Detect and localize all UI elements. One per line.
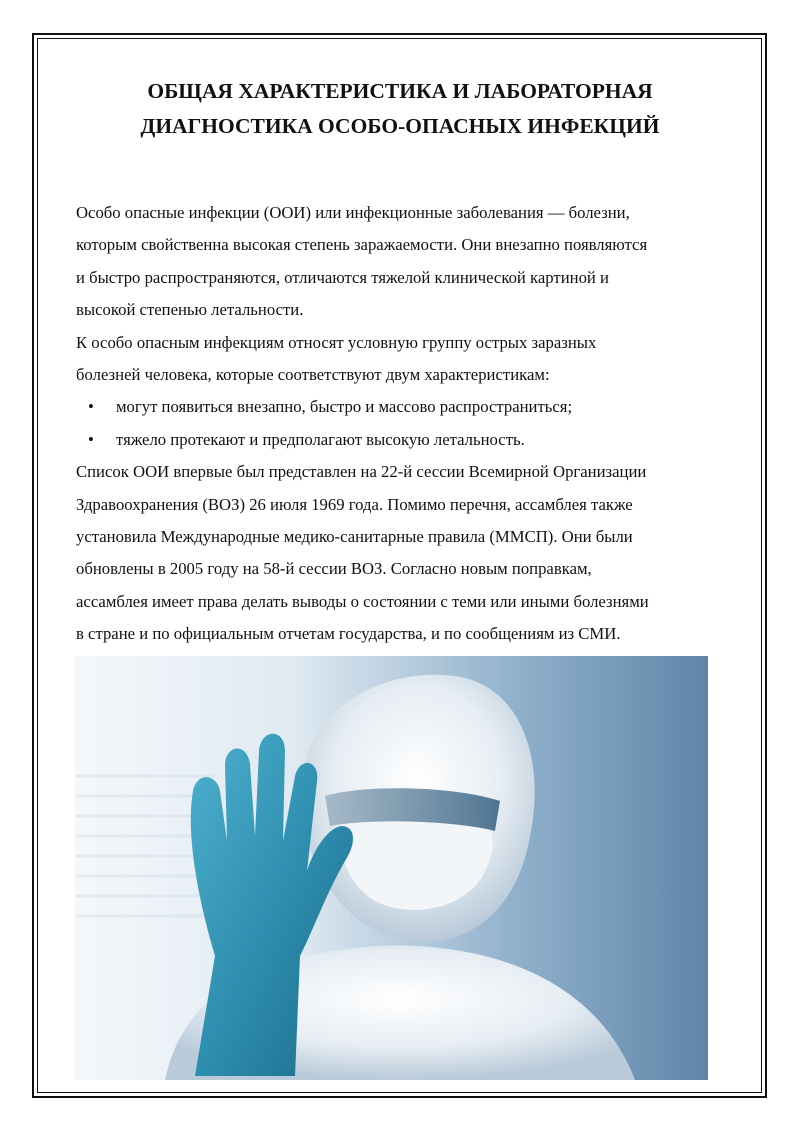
list-item	[76, 424, 736, 456]
bullet-icon: •	[88, 429, 94, 449]
hazmat-worker-photo	[75, 656, 708, 1080]
paragraph-intro	[76, 197, 736, 327]
hazmat-worker-illustration	[75, 656, 708, 1080]
bullet-list	[76, 391, 736, 456]
list-item-text: тяжело протекают и предполагают высокую летальность.	[116, 429, 525, 449]
text-line: обновлены в 2005 году на 58-й сессии ВОЗ. Согласно новым поправкам,	[76, 559, 592, 579]
text-line: в стране и по официальным отчетам государства, и по сообщениям из СМИ.	[76, 624, 621, 644]
title-line-1: ОБЩАЯ ХАРАКТЕРИСТИКА И ЛАБОРАТОРНАЯ	[147, 79, 653, 103]
text-line: установила Международные медико-санитарные правила (ММСП). Они были	[76, 527, 633, 547]
text-line: которым свойственна высокая степень заражаемости. Они внезапно появляются	[76, 235, 648, 255]
text-line: болезней человека, которые соответствуют двум характеристикам:	[76, 365, 550, 385]
text-line: Список ООИ впервые был представлен на 22-й сессии Всемирной Организации	[76, 462, 647, 482]
paragraph-definition	[76, 327, 736, 392]
text-line: К особо опасным инфекциям относят условную группу острых заразных	[76, 332, 597, 352]
text-line: Здравоохранения (ВОЗ) 26 июля 1969 года. Помимо перечня, ассамблея также	[76, 494, 633, 514]
list-item-text: могут появиться внезапно, быстро и массово распространиться;	[116, 397, 573, 417]
text-line: и быстро распространяются, отличаются тяжелой клинической картиной и	[76, 267, 609, 287]
bullet-icon: •	[88, 397, 94, 417]
text-line: высокой степенью летальности.	[76, 300, 304, 320]
text-line: Особо опасные инфекции (ООИ) или инфекционные заболевания — болезни,	[76, 203, 630, 222]
text-line: ассамблея имеет права делать выводы о состоянии с теми или иными болезнями	[76, 591, 649, 611]
page-title	[60, 74, 740, 144]
document-body	[76, 197, 736, 651]
paragraph-history	[76, 456, 736, 650]
list-item	[76, 391, 736, 423]
title-line-2: ДИАГНОСТИКА ОСОБО-ОПАСНЫХ ИНФЕКЦИЙ	[140, 114, 660, 138]
